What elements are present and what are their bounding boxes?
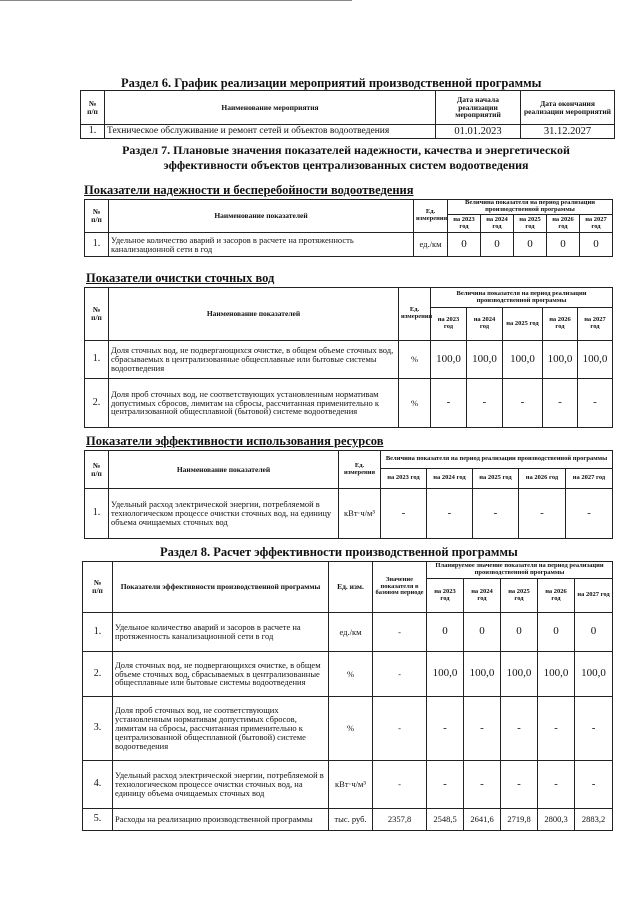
row-name: Расходы на реализацию производственной программы: [113, 809, 329, 831]
row-value: -: [578, 379, 613, 428]
row-num: 1.: [85, 341, 109, 379]
year-header: на 2027 год: [566, 469, 613, 489]
row-value: 0: [501, 613, 538, 652]
row-value: -: [501, 761, 538, 809]
year-header: на 2026 год: [538, 579, 575, 613]
row-value: 0: [538, 613, 575, 652]
year-header: на 2024 год: [467, 308, 503, 341]
row-name: Удельное количество аварий и засоров в расчете на протяженность канализационной сети в год: [109, 233, 414, 257]
year-header: на 2027 год: [578, 308, 613, 341]
row-name: Удельный расход электрической энергии, потребляемой в технологическом процессе очистки сточных вод, на единицу объема очищаемых сточных вод: [113, 761, 329, 809]
row-value: 2883,2: [575, 809, 613, 831]
section6-title: Раздел 6. График реализации мероприятий производственной программы: [121, 76, 542, 90]
row-value: 100,0: [538, 652, 575, 697]
year-header: на 2026 год: [543, 308, 578, 341]
year-header: на 2025 год: [503, 308, 543, 341]
row-name: Удельное количество аварий и засоров в расчете на протяженность канализационной сети в год: [113, 613, 329, 652]
row-value: 100,0: [431, 341, 467, 379]
row-num: 3.: [83, 697, 113, 761]
row-value: 2548,5: [427, 809, 464, 831]
row-unit: кВт·ч/м³: [329, 761, 373, 809]
row-num: 2.: [83, 652, 113, 697]
reliability-table: [84, 199, 613, 257]
row-value: -: [538, 761, 575, 809]
row-value: 0: [547, 233, 580, 257]
col-unit-header: Ед. изм.: [329, 562, 373, 613]
year-header: на 2025 год: [514, 215, 547, 233]
row-name: Доля проб сточных вод, не соответствующих установленным нормативам допустимых сбросов, лимитам на сбросы, рассчитанная применительно к централизованной общесплавной (бытовой) системе водоотведения: [113, 697, 329, 761]
year-header: на 2024 год: [464, 579, 501, 613]
row-num: 2.: [85, 379, 109, 428]
col-num-header: № п/п: [85, 451, 109, 489]
row-value: 100,0: [578, 341, 613, 379]
row-value: 0: [514, 233, 547, 257]
row-end: 31.12.2027: [521, 125, 615, 139]
section8-title: Раздел 8. Расчет эффективности производственной программы: [160, 545, 518, 559]
row-unit: кВт·ч/м³: [339, 489, 381, 539]
row-value: -: [381, 489, 427, 539]
row-value: -: [427, 697, 464, 761]
year-header: на 2023 год: [427, 579, 464, 613]
row-value: -: [464, 697, 501, 761]
year-header: на 2027 год: [580, 215, 613, 233]
treatment-table: [84, 287, 613, 428]
row-name: Техническое обслуживание и ремонт сетей и объектов водоотведения: [105, 125, 436, 139]
year-header: на 2026 год: [547, 215, 580, 233]
year-header: на 2023 год: [431, 308, 467, 341]
row-name: Доля сточных вод, не подвергающихся очистке, в общем объеме сточных вод, сбрасываемых в централизованные общесплавные или бытовые системы водоотведения: [113, 652, 329, 697]
row-unit: ед./км: [329, 613, 373, 652]
row-value: -: [431, 379, 467, 428]
row-value: 0: [427, 613, 464, 652]
row-num: 1.: [81, 125, 105, 139]
row-base: -: [373, 761, 427, 809]
year-header: на 2027 год: [575, 579, 613, 613]
row-value: -: [575, 761, 613, 809]
row-value: 2800,3: [538, 809, 575, 831]
row-value: -: [575, 697, 613, 761]
row-value: 100,0: [427, 652, 464, 697]
row-value: -: [464, 761, 501, 809]
col-num-header: № п/п: [81, 91, 105, 125]
row-num: 1.: [85, 233, 109, 257]
col-name-header: Наименование показателей: [109, 288, 399, 341]
row-base: -: [373, 652, 427, 697]
row-base: -: [373, 697, 427, 761]
row-value: -: [427, 489, 473, 539]
section7-title: Раздел 7. Плановые значения показателей надежности, качества и энергетической эффективности объектов централизованных систем водоотведения: [122, 143, 570, 172]
year-header: на 2024 год: [481, 215, 514, 233]
row-value: -: [427, 761, 464, 809]
row-value: 100,0: [501, 652, 538, 697]
year-header: на 2023 год: [381, 469, 427, 489]
efficiency-table: [84, 450, 613, 539]
row-value: -: [467, 379, 503, 428]
col-name-header: Наименование мероприятия: [105, 91, 436, 125]
row-name: Удельный расход электрической энергии, потребляемой в технологическом процессе очистки сточных вод, на единицу объема очищаемых сточных вод: [109, 489, 339, 539]
year-header: на 2025 год: [501, 579, 538, 613]
row-name: Доля сточных вод, не подвергающихся очистке, в общем объеме сточных вод, сбрасываемых в централизованные общесплавные или бытовые системы водоотведения: [109, 341, 399, 379]
row-value: -: [503, 379, 543, 428]
col-period-header: Величина показателя на период реализации производственной программы: [448, 200, 613, 215]
row-base: 2357,8: [373, 809, 427, 831]
row-start: 01.01.2023: [436, 125, 521, 139]
col-period-header: Планируемое значение показателя на период реализации производственной программы: [427, 562, 613, 579]
row-num: 5.: [83, 809, 113, 831]
year-header: на 2025 год: [473, 469, 519, 489]
col-period-header: Величина показателя на период реализации производственной программы: [431, 288, 613, 308]
col-base-header: Значение показателя в базовом периоде: [373, 562, 427, 613]
row-unit: тыс. руб.: [329, 809, 373, 831]
col-unit-header: Ед. измерения: [339, 451, 381, 489]
row-value: -: [566, 489, 613, 539]
row-value: 0: [580, 233, 613, 257]
row-value: -: [538, 697, 575, 761]
col-end-header: Дата окончания реализации мероприятий: [521, 91, 615, 125]
row-value: 100,0: [575, 652, 613, 697]
row-value: 100,0: [467, 341, 503, 379]
col-unit-header: Ед. измерения: [399, 288, 431, 341]
row-value: 2641,6: [464, 809, 501, 831]
col-unit-header: Ед. измерения: [414, 200, 448, 233]
row-unit: %: [399, 341, 431, 379]
year-header: на 2023 год: [448, 215, 481, 233]
col-start-header: Дата начала реализации мероприятий: [436, 91, 521, 125]
col-num-header: № п/п: [85, 200, 109, 233]
efficiency-title: Показатели эффективности использования ресурсов: [86, 434, 384, 448]
row-unit: %: [329, 652, 373, 697]
row-base: -: [373, 613, 427, 652]
row-value: 100,0: [543, 341, 578, 379]
year-header: на 2026 год: [519, 469, 566, 489]
year-header: на 2024 год: [427, 469, 473, 489]
row-num: 4.: [83, 761, 113, 809]
row-num: 1.: [85, 489, 109, 539]
row-value: 2719,8: [501, 809, 538, 831]
row-value: 100,0: [503, 341, 543, 379]
col-name-header: Наименование показателей: [109, 451, 339, 489]
col-num-header: № п/п: [85, 288, 109, 341]
row-value: -: [543, 379, 578, 428]
row-value: 0: [481, 233, 514, 257]
section8-table: [82, 561, 613, 831]
row-value: -: [501, 697, 538, 761]
row-value: 0: [464, 613, 501, 652]
col-name-header: Показатели эффективности производственной программы: [113, 562, 329, 613]
treatment-title: Показатели очистки сточных вод: [86, 271, 275, 285]
col-num-header: № п/п: [83, 562, 113, 613]
row-unit: %: [399, 379, 431, 428]
row-value: 0: [448, 233, 481, 257]
row-unit: %: [329, 697, 373, 761]
col-period-header: Величина показателя на период реализации производственной программы: [381, 451, 613, 469]
row-value: 0: [575, 613, 613, 652]
reliability-title: Показатели надежности и бесперебойности водоотведения: [84, 183, 414, 197]
row-value: -: [519, 489, 566, 539]
row-value: -: [473, 489, 519, 539]
col-name-header: Наименование показателей: [109, 200, 414, 233]
row-unit: ед./км: [414, 233, 448, 257]
row-name: Доля проб сточных вод, не соответствующих установленным нормативам допустимых сбросов, лимитам на сбросы, рассчитанная применительно к централизованной общесплавной (бытовой) системе водоотведения: [109, 379, 399, 428]
row-value: 100,0: [464, 652, 501, 697]
row-num: 1.: [83, 613, 113, 652]
section6-table: [80, 90, 615, 139]
top-rule: [0, 0, 352, 1]
